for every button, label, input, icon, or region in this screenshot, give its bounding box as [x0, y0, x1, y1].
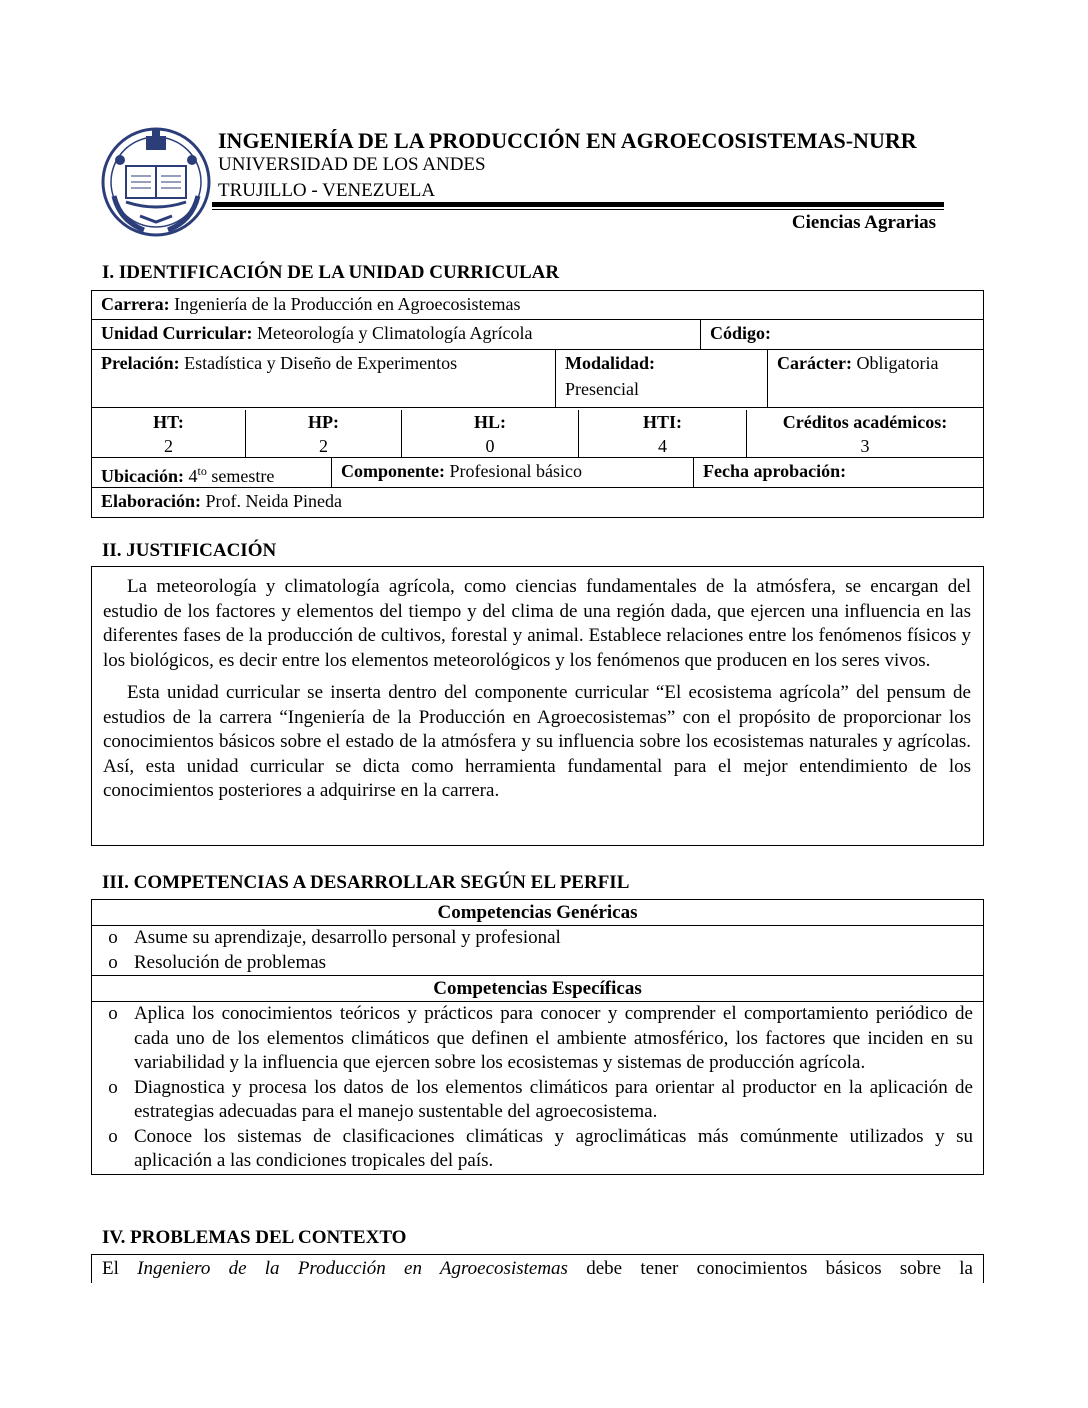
componente-label: Componente: [341, 461, 445, 481]
ubicacion-cell [92, 458, 331, 487]
table-row [92, 487, 983, 517]
list-item [92, 1076, 973, 1125]
bullet-icon: o [108, 1076, 118, 1098]
bullet-icon: o [108, 1125, 118, 1147]
table-row [92, 319, 983, 349]
specific-competencies-title: Competencias Específicas [92, 976, 983, 1002]
hti-value: 4 [658, 436, 667, 456]
ht-cell [92, 410, 245, 457]
modalidad-cell [555, 350, 767, 407]
list-item [92, 1002, 973, 1076]
modalidad-label: Modalidad: [565, 353, 656, 373]
program-title: INGENIERÍA DE LA PRODUCCIÓN EN AGROECOSISTEMAS-NURR [218, 128, 917, 153]
bullet-icon: o [108, 1003, 118, 1024]
codigo-cell: Código: [700, 320, 983, 349]
modalidad-value: Presencial [565, 379, 639, 399]
generic-competencies-list [92, 926, 983, 976]
creditos-label: Créditos académicos: [782, 412, 948, 432]
carrera-cell [92, 291, 983, 319]
competency-text: Diagnostica y procesa los datos de los elementos climáticos para orientar al productor en la aplicación de estrategias adecuadas para el manejo sustentable del agroecosistema. [134, 1076, 973, 1122]
competency-text: Resolución de problemas [134, 951, 327, 973]
location: TRUJILLO - VENEZUELA [218, 180, 436, 201]
section-heading-justification: II. JUSTIFICACIÓN [102, 540, 277, 561]
hp-label: HP: [308, 412, 339, 432]
fecha-cell: Fecha aprobación: [693, 458, 983, 487]
prelacion-cell [92, 350, 555, 407]
header-rule-thin [212, 209, 944, 210]
componente-cell [331, 458, 693, 487]
justification-paragraph: Esta unidad curricular se inserta dentro del componente curricular “El ecosistema agrícola” del pensum de estudios de la carrera “Ingeniería de la Producción en Agroecosistemas” con el propósito de proporcionar los conocimientos básicos sobre el estado de la atmósfera y su influencia sobre los ecosistemas naturales y agrícolas. Así, esta unidad curricular se dicta como herramienta fundamental para el mejor entendimiento de los conocimientos posteriores a adquirirse en la carrera. [103, 682, 971, 801]
list-item [92, 1125, 973, 1174]
elaboracion-label: Elaboración: [101, 491, 202, 511]
bullet-icon: o [108, 927, 118, 948]
caracter-label: Carácter: [777, 353, 852, 373]
hp-value: 2 [319, 436, 328, 456]
university-seal-icon [100, 126, 212, 238]
competency-text: Conoce los sistemas de clasificaciones climáticas y agroclimáticas más comúnmente utilizados y su aplicación a las condiciones tropicales del país. [134, 1125, 973, 1171]
justification-paragraph: La meteorología y climatología agrícola, como ciencias fundamentales de la atmósfera, se encargan del estudio de los factores y elementos del tiempo y del clima de una región dada, que ejercen una influencia en las diferentes fases de la producción de cultivos, forestal y animal. Establece relaciones entre los fenómenos físicos y los biológicos, es decir entre los elementos meteorológicos y los fenómenos que producen en los seres vivos. [103, 576, 971, 671]
competencies-table [91, 899, 984, 1175]
justification-box [91, 566, 984, 846]
list-item [92, 926, 973, 951]
context-text-italic: Ingeniero de la Producción en Agroecosistemas [137, 1258, 568, 1279]
competency-text: Aplica los conocimientos teóricos y prácticos para conocer y comprender el comportamiento periódico de cada uno de los elementos climáticos que definen el ambiente atmosférico, los factores que inciden en su variabilidad y la influencia que ejercen sobre los ecosistemas y sistemas de producción agrícola. [134, 1003, 973, 1073]
hti-cell [578, 410, 746, 457]
table-row [92, 349, 983, 407]
componente-value: Profesional básico [445, 461, 582, 481]
prelacion-label: Prelación: [101, 353, 180, 373]
section-heading-competencies: III. COMPETENCIAS A DESARROLLAR SEGÚN EL PERFIL [102, 872, 630, 893]
carrera-value: Ingeniería de la Producción en Agroecosistemas [169, 294, 521, 314]
unidad-value: Meteorología y Climatología Agrícola [252, 323, 533, 343]
bullet-icon: o [108, 951, 118, 973]
university-name: UNIVERSIDAD DE LOS ANDES [218, 154, 486, 175]
hl-value: 0 [485, 436, 495, 456]
header-rule [212, 202, 944, 207]
elaboracion-value: Prof. Neida Pineda [201, 491, 342, 511]
table-row-hours [92, 407, 983, 457]
hl-label: HL: [473, 412, 506, 432]
context-problems-box [91, 1254, 984, 1283]
list-item [92, 951, 973, 976]
hti-label: HTI: [642, 412, 682, 432]
unidad-label: Unidad Curricular: [101, 323, 253, 343]
table-row [92, 291, 983, 319]
ubicacion-rest: semestre [206, 466, 275, 486]
generic-competencies-title: Competencias Genéricas [92, 900, 983, 926]
competency-text: Asume su aprendizaje, desarrollo personal y profesional [134, 927, 561, 948]
prelacion-value: Estadística y Diseño de Experimentos [179, 353, 458, 373]
section-heading-context-problems: IV. PROBLEMAS DEL CONTEXTO [102, 1227, 407, 1248]
ubicacion-number: 4 [184, 466, 198, 486]
hp-cell [245, 410, 401, 457]
table-row [92, 457, 983, 487]
elaboracion-cell [92, 488, 983, 517]
section-heading-identification: I. IDENTIFICACIÓN DE LA UNIDAD CURRICULAR [102, 262, 560, 283]
creditos-value: 3 [860, 436, 870, 456]
identification-table [91, 290, 984, 518]
unidad-cell [92, 320, 700, 349]
context-text-start: El [102, 1258, 138, 1279]
ubicacion-superscript: to [197, 464, 207, 478]
context-text-end: debe tener conocimientos básicos sobre la [567, 1258, 973, 1279]
creditos-cell [746, 410, 983, 457]
specific-competencies-list [92, 1002, 983, 1174]
carrera-label: Carrera: [101, 294, 170, 314]
ubicacion-label: Ubicación: [101, 466, 184, 486]
ht-label: HT: [153, 412, 184, 432]
hl-cell [401, 410, 578, 457]
caracter-cell [767, 350, 983, 407]
caracter-value: Obligatoria [851, 353, 939, 373]
ht-value: 2 [164, 436, 173, 456]
faculty-name: Ciencias Agrarias [791, 212, 936, 233]
